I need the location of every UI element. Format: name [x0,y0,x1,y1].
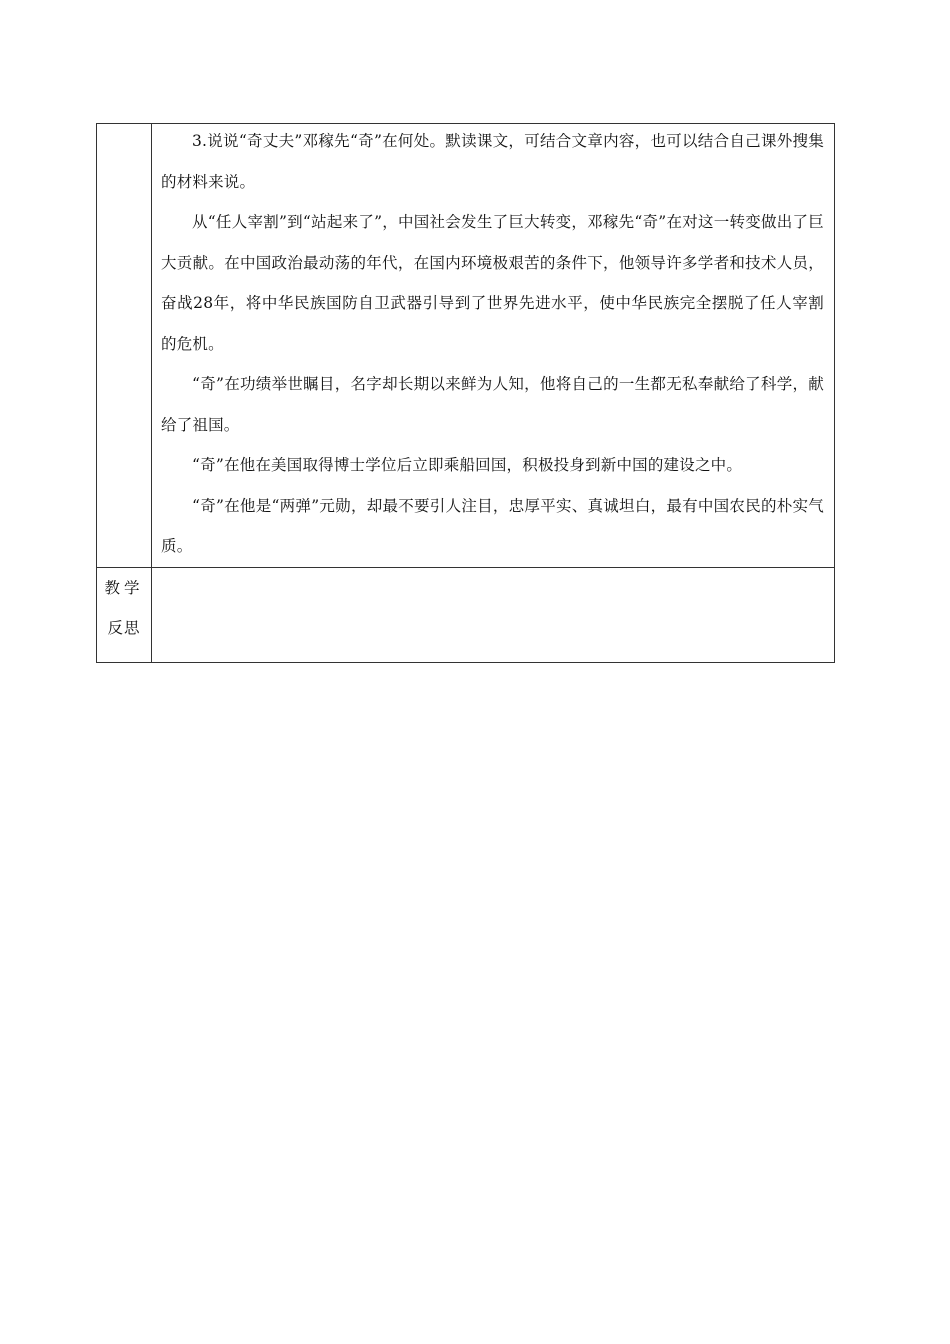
content-cell [152,124,835,568]
reflection-row [97,567,835,662]
reflection-label-line-2: 反思 [107,618,141,637]
content-row [97,124,835,568]
content-label-cell [97,124,152,568]
reflection-label-line-1: 教学 [104,578,144,597]
lesson-plan-table [96,123,835,663]
answer-paragraph-4: “奇”在他是“两弹”元勋，却最不要引人注目，忠厚平实、真诚坦白，最有中国农民的朴实气质。 [161,496,824,555]
answer-paragraph-3: “奇”在他在美国取得博士学位后立即乘船回国，积极投身到新中国的建设之中。 [192,456,743,474]
answer-paragraph-2: “奇”在功绩举世瞩目，名字却长期以来鲜为人知，他将自己的一生都无私奉献给了科学，献给了祖国。 [161,375,824,434]
reflection-content-cell [152,567,835,662]
reflection-label-cell [97,567,152,662]
answer-paragraph-1: 从“任人宰割”到“站起来了”，中国社会发生了巨大转变，邓稼先“奇”在对这一转变做出了巨大贡献。在中国政治最动荡的年代，在国内环境极艰苦的条件下，他领导许多学者和技术人员，奋战28年，将中华民族国防自卫武器引导到了世界先进水平，使中华民族完全摆脱了任人宰割的危机。 [161,213,824,353]
question-paragraph: 3.说说“奇丈夫”邓稼先“奇”在何处。默读课文，可结合文章内容，也可以结合自己课外搜集的材料来说。 [161,132,824,191]
